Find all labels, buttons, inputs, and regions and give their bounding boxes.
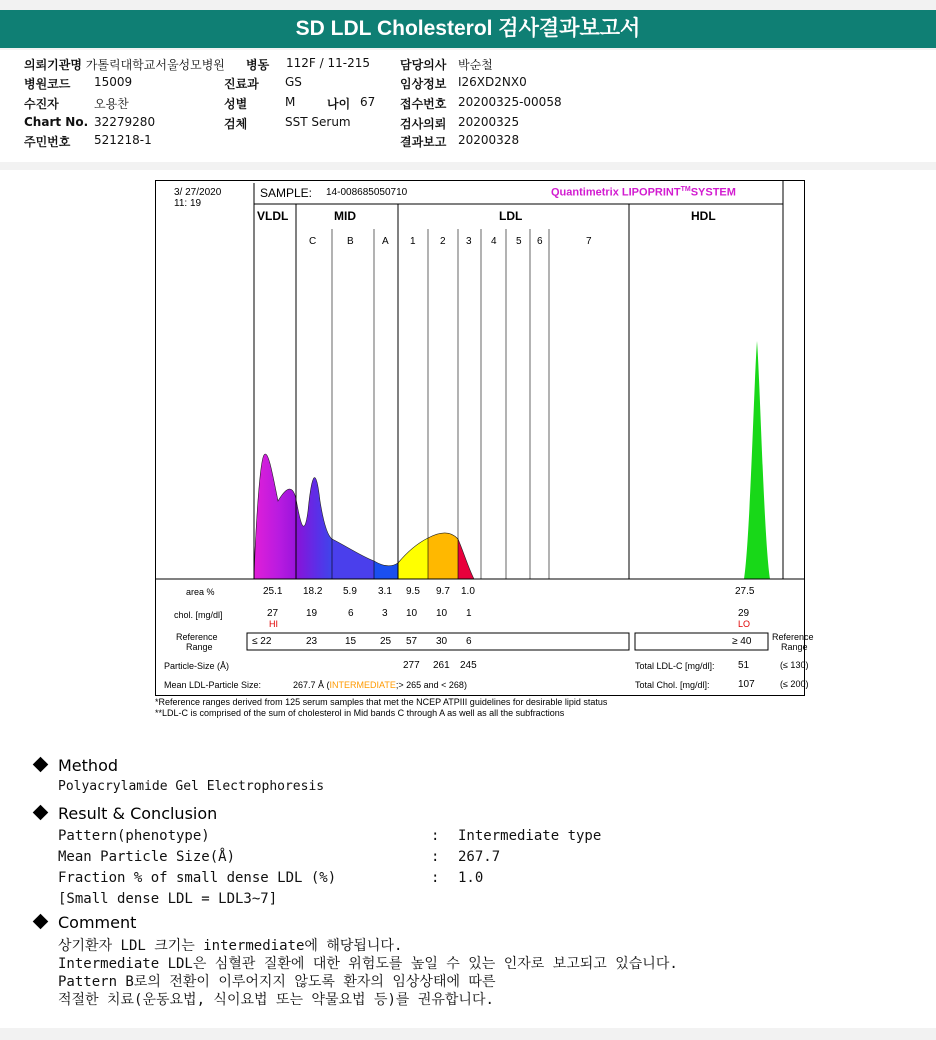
- info-id-number: 주민번호 521218-1: [24, 133, 152, 149]
- area-value: 3.1: [378, 586, 392, 597]
- chol-value: 19: [306, 608, 318, 619]
- footnote-2: **LDL-C is comprised of the sum of cholesterol in Mid bands C through A as well as all the subfractions: [155, 708, 565, 718]
- band-label: 7: [586, 236, 592, 247]
- info-request-date: 검사의뢰 20200325: [400, 115, 520, 131]
- chol-value: 27: [267, 608, 279, 619]
- area-value: 9.5: [406, 586, 420, 597]
- info-patient: 수진자 오용찬: [24, 97, 129, 111]
- ref-value: ≥ 40: [732, 636, 752, 647]
- group-ldl: LDL: [499, 209, 523, 223]
- band-label: 4: [491, 236, 497, 247]
- group-mid: MID: [334, 209, 356, 223]
- peak-mida: [374, 561, 398, 579]
- result-value: 267.7: [458, 849, 501, 865]
- info-sex: 성별 M: [224, 95, 296, 111]
- ref-value: 57: [406, 636, 418, 647]
- sample-id: 14-008685050710: [326, 187, 408, 198]
- method-heading: Method: [58, 756, 119, 775]
- ref-value: 30: [436, 636, 448, 647]
- flag-hi: HI: [269, 619, 278, 629]
- peak-midc: [296, 478, 332, 579]
- info-clinical: 임상정보 I26XD2NX0: [400, 75, 527, 91]
- row-label-particle: Particle-Size (Å): [164, 661, 230, 671]
- result-value: Intermediate type: [458, 828, 602, 844]
- result-colon: :: [431, 849, 440, 865]
- comment-line: Pattern B로의 전환이 이루어지지 않도록 환자의 임상상태에 따른: [58, 974, 496, 990]
- result-value: 1.0: [458, 870, 484, 886]
- total-ldl-value: 51: [738, 660, 750, 671]
- row-label-chol: chol. [mg/dl]: [174, 610, 223, 620]
- area-value: 18.2: [303, 586, 323, 597]
- band-label: 1: [410, 236, 416, 247]
- comment-line: Intermediate LDL은 심혈관 질환에 대한 위험도를 높일 수 있는 인자로 보고되고 있습니다.: [58, 956, 678, 972]
- result-label: Pattern(phenotype): [58, 828, 210, 844]
- lipoprint-graph: [156, 181, 804, 695]
- particle-value: 245: [460, 660, 477, 671]
- result-heading: Result & Conclusion: [58, 804, 218, 823]
- chart-time: 11: 19: [174, 198, 202, 209]
- ref-label-right: Reference: [772, 632, 814, 642]
- chol-value: 6: [348, 608, 354, 619]
- chol-value: 1: [466, 608, 472, 619]
- row-label-area: area %: [186, 587, 215, 597]
- band-label: 3: [466, 236, 472, 247]
- mean-ldl-value: 267.7 Å (INTERMEDIATE;> 265 and < 268): [293, 680, 467, 690]
- chol-value: 10: [436, 608, 448, 619]
- peak-ldl1: [398, 538, 428, 579]
- info-specimen: 검체 SST Serum: [224, 115, 351, 131]
- area-value: 5.9: [343, 586, 357, 597]
- peak-midb: [332, 539, 374, 579]
- particle-value: 261: [433, 660, 450, 671]
- ref-value: 23: [306, 636, 318, 647]
- comment-line: 적절한 치료(운동요법, 식이요법 또는 약물요법 등)를 권유합니다.: [58, 992, 494, 1008]
- total-ldl-ref: (≤ 130): [780, 660, 809, 670]
- result-label: Mean Particle Size(Å): [58, 849, 236, 865]
- chol-value: 29: [738, 608, 750, 619]
- mean-ldl-label: Mean LDL-Particle Size:: [164, 680, 262, 690]
- band-label: 5: [516, 236, 522, 247]
- result-colon: :: [431, 828, 440, 844]
- total-chol-ref: (≤ 200): [780, 679, 809, 689]
- ref-value: 25: [380, 636, 392, 647]
- info-doctor: 담당의사 박순철: [400, 58, 493, 72]
- group-vldl: VLDL: [257, 209, 289, 223]
- total-chol-value: 107: [738, 679, 755, 690]
- info-hospital-code: 병원코드 15009: [24, 75, 133, 91]
- result-label: Fraction % of small dense LDL (%): [58, 870, 337, 886]
- area-value: 9.7: [436, 586, 450, 597]
- lipoprint-chart: [155, 180, 814, 696]
- band-label: C: [309, 236, 317, 247]
- area-value: 27.5: [735, 586, 755, 597]
- info-ward: 병동 112F / 11-215: [246, 56, 370, 72]
- info-department: 진료과 GS: [224, 75, 302, 91]
- report-title: SD LDL Cholesterol 검사결과보고서: [0, 10, 936, 48]
- total-chol-label: Total Chol. [mg/dl]:: [635, 680, 710, 690]
- info-age: 나이 67: [327, 95, 376, 111]
- total-ldl-label: Total LDL-C [mg/dl]:: [635, 661, 715, 671]
- sample-label: SAMPLE:: [260, 186, 313, 200]
- band-label: 6: [537, 236, 543, 247]
- info-report-date: 결과보고 20200328: [400, 133, 520, 149]
- band-label: A: [382, 236, 389, 247]
- info-hospital: 의뢰기관명 가톨릭대학교서울성모병원: [24, 58, 225, 72]
- band-label: 2: [440, 236, 446, 247]
- group-hdl: HDL: [691, 209, 716, 223]
- result-colon: :: [431, 870, 440, 886]
- area-value: 25.1: [263, 586, 283, 597]
- info-chart-no: Chart No. 32279280: [24, 115, 156, 129]
- peak-ldl2: [428, 533, 458, 579]
- chart-date: 3/ 27/2020: [174, 187, 222, 198]
- band-label: B: [347, 236, 354, 247]
- area-value: 1.0: [461, 586, 475, 597]
- ref-label-right-2: Range: [781, 642, 808, 652]
- flag-lo: LO: [738, 619, 751, 629]
- comment-heading: Comment: [58, 913, 137, 932]
- ref-value: 15: [345, 636, 357, 647]
- peak-hdl: [744, 341, 770, 579]
- row-label-ref: Reference: [176, 632, 218, 642]
- method-text: Polyacrylamide Gel Electrophoresis: [58, 779, 325, 794]
- ref-value: 6: [466, 636, 472, 647]
- brand-label: Quantimetrix LIPOPRINT™SYSTEM: [551, 186, 736, 199]
- footnote-1: *Reference ranges derived from 125 serum samples that met the NCEP ATPIII guidelines for desirable lipid status: [155, 697, 608, 707]
- chol-value: 10: [406, 608, 418, 619]
- result-note: [Small dense LDL = LDL3~7]: [58, 891, 278, 907]
- row-label-ref-2: Range: [186, 642, 213, 652]
- comment-line: 상기환자 LDL 크기는 intermediate에 해당됩니다.: [58, 938, 403, 954]
- particle-value: 277: [403, 660, 420, 671]
- chol-value: 3: [382, 608, 388, 619]
- info-receipt-no: 접수번호 20200325-00058: [400, 95, 562, 111]
- ref-value: ≤ 22: [252, 636, 272, 647]
